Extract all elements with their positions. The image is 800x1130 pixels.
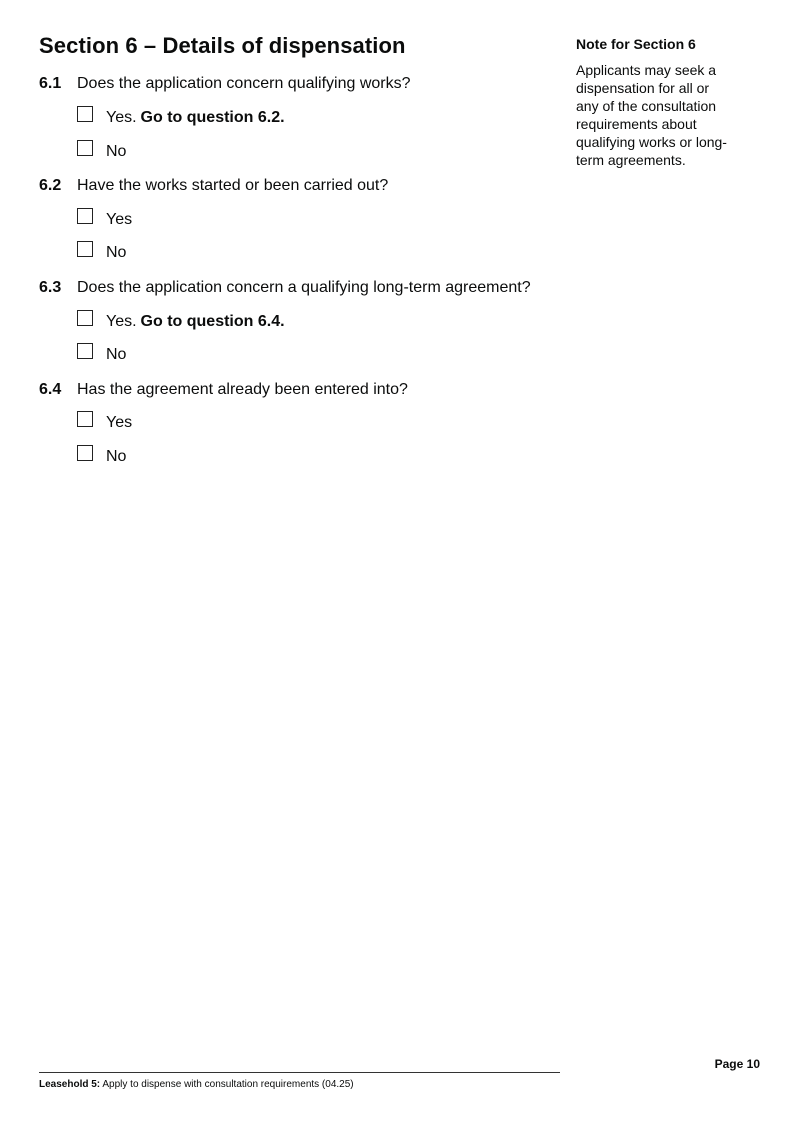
note-line: qualifying works or long- [576,134,727,150]
question-6-1 [39,74,411,94]
option-label: Yes [106,414,133,431]
goto-instruction: Go to question 6.2. [140,109,285,126]
page-number: Page 10 [714,1057,760,1071]
goto-instruction: Go to question 6.4. [140,313,285,330]
question-6-4 [39,380,408,400]
option-6-4-no[interactable] [77,447,126,467]
note-line: Applicants may seek a [576,62,717,78]
question-text: Has the agreement already been entered into? [77,381,408,398]
checkbox-6-3-yes[interactable] [77,310,93,326]
option-label: Yes. [106,109,137,126]
option-label: No [106,448,127,465]
question-number: 6.3 [39,279,62,296]
option-6-3-yes[interactable] [77,312,285,332]
option-6-4-yes[interactable] [77,413,132,433]
option-label: Yes [106,211,133,228]
option-6-1-yes[interactable] [77,108,285,128]
note-line: term agreements. [576,152,686,168]
section-title: Section 6 – Details of dispensation [39,33,406,58]
checkbox-6-4-no[interactable] [77,445,93,461]
checkbox-6-1-yes[interactable] [77,106,93,122]
question-6-3 [39,278,531,298]
note-line: requirements about [576,116,697,132]
option-6-3-no[interactable] [77,345,126,365]
note-line: dispensation for all or [576,80,710,96]
section-note [576,36,766,169]
checkbox-6-4-yes[interactable] [77,411,93,427]
question-number: 6.2 [39,177,62,194]
footer-divider [39,1072,560,1073]
checkbox-6-2-yes[interactable] [77,208,93,224]
question-number: 6.1 [39,75,62,92]
option-6-2-no[interactable] [77,243,126,263]
option-label: Yes. [106,313,137,330]
question-6-2 [39,176,388,196]
note-heading: Note for Section 6 [576,36,696,52]
option-label: No [106,143,127,160]
checkbox-6-2-no[interactable] [77,241,93,257]
option-6-1-no[interactable] [77,142,126,162]
form-description: Apply to dispense with consultation requirements (04.25) [100,1079,354,1090]
question-text: Does the application concern a qualifying long-term agreement? [77,279,531,296]
option-label: No [106,346,127,363]
footer-form-reference [39,1079,354,1090]
question-number: 6.4 [39,381,62,398]
note-body [576,61,766,169]
question-text: Have the works started or been carried out? [77,177,389,194]
note-line: any of the consultation [576,98,717,114]
checkbox-6-1-no[interactable] [77,140,93,156]
form-name: Leasehold 5: [39,1079,101,1090]
question-text: Does the application concern qualifying works? [77,75,411,92]
option-label: No [106,244,127,261]
option-6-2-yes[interactable] [77,210,132,230]
checkbox-6-3-no[interactable] [77,343,93,359]
